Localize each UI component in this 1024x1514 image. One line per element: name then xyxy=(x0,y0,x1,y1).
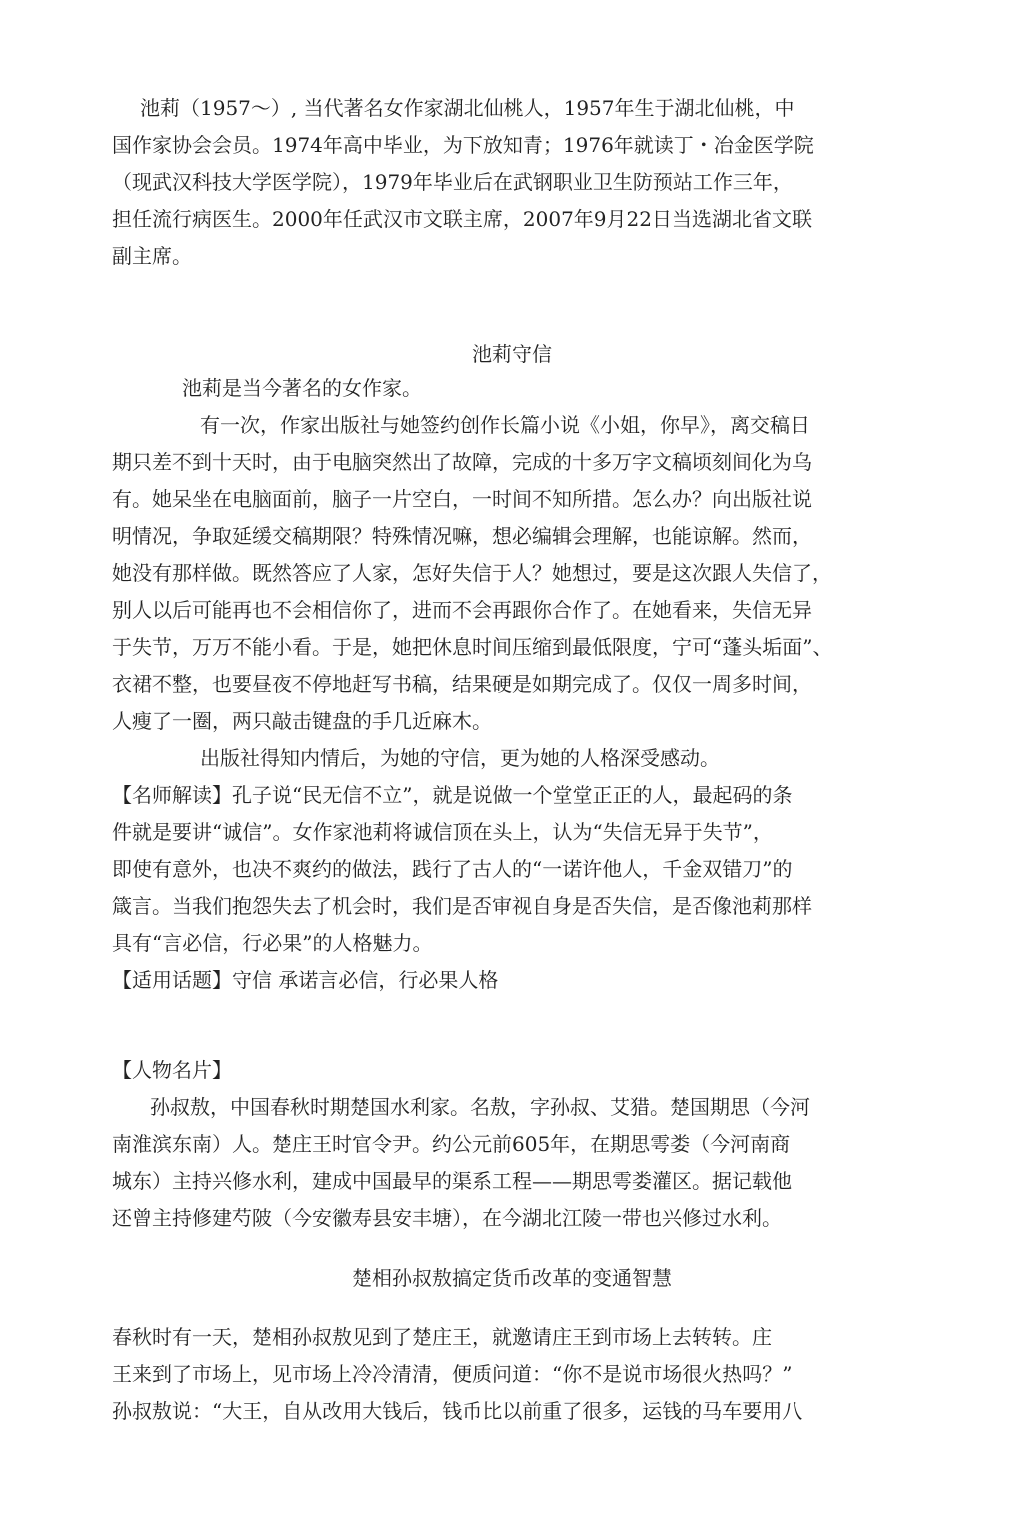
paragraph-line: 池莉是当今著名的女作家。 xyxy=(182,376,422,400)
paragraph-line: 人瘦了一圈，两只敲击键盘的手几近麻木。 xyxy=(112,709,492,733)
teacher-comment-line: 箴言。当我们抱怨失去了机会时，我们是否审视自身是否失信，是否像池莉那样 xyxy=(112,894,812,918)
paragraph-line: 有。她呆坐在电脑面前，脑子一片空白，一时间不知所措。怎么办？向出版社说 xyxy=(112,487,812,511)
paragraph-line: 衣裙不整，也要昼夜不停地赶写书稿，结果硬是如期完成了。仅仅一周多时间， xyxy=(112,672,812,696)
paragraph-line: 王来到了市场上，见市场上冷冷清清，便质问道：“你不是说市场很火热吗？” xyxy=(112,1362,793,1386)
paragraph-line: 池莉（1957～）, 当代著名女作家湖北仙桃人，1957年生于湖北仙桃，中 xyxy=(140,96,795,120)
teacher-comment-line: 【名师解读】孔子说“民无信不立”，就是说做一个堂堂正正的人，最起码的条 xyxy=(112,783,793,807)
paragraph-line: 明情况，争取延缓交稿期限？特殊情况嘛，想必编辑会理解，也能谅解。然而， xyxy=(112,524,812,548)
paragraph-line: 她没有那样做。既然答应了人家，怎好失信于人？她想过，要是这次跟人失信了， xyxy=(112,561,832,585)
paragraph-line: 城东）主持兴修水利，建成中国最早的渠系工程——期思雩娄灌区。据记载他 xyxy=(112,1169,792,1193)
teacher-comment-line: 件就是要讲“诚信”。女作家池莉将诚信顶在头上，认为“失信无异于失节”， xyxy=(112,820,773,844)
paragraph-line: 期只差不到十天时，由于电脑突然出了故障，完成的十多万字文稿顷刻间化为乌 xyxy=(112,450,812,474)
teacher-comment-line: 具有“言必信，行必果”的人格魅力。 xyxy=(112,931,433,955)
paragraph-line: 孙叔敖，中国春秋时期楚国水利家。名敖，字孙叔、艾猎。楚国期思（今河 xyxy=(150,1095,810,1119)
paragraph-line: 孙叔敖说：“大王，自从改用大钱后，钱币比以前重了很多，运钱的马车要用八 xyxy=(112,1399,803,1423)
story-title-sun-shuao: 楚相孙叔敖搞定货币改革的变通智慧 xyxy=(352,1266,672,1290)
teacher-comment-line: 即使有意外，也决不爽约的做法，践行了古人的“一诺许他人，千金双错刀”的 xyxy=(112,857,793,881)
paragraph-line: （现武汉科技大学医学院），1979年毕业后在武钢职业卫生防预站工作三年， xyxy=(112,170,793,194)
paragraph-line: 别人以后可能再也不会相信你了，进而不会再跟你合作了。在她看来，失信无异 xyxy=(112,598,812,622)
paragraph-line: 国作家协会会员。1974年高中毕业，为下放知青；1976年就读丁・冶金医学院 xyxy=(112,133,814,157)
section-heading: 【人物名片】 xyxy=(112,1058,232,1082)
paragraph-line: 春秋时有一天，楚相孙叔敖见到了楚庄王，就邀请庄王到市场上去转转。庄 xyxy=(112,1325,772,1349)
story-title-chi-li: 池莉守信 xyxy=(472,342,552,366)
paragraph-line: 南淮滨东南）人。楚庄王时官令尹。约公元前605年，在期思雩娄（今河南商 xyxy=(112,1132,791,1156)
paragraph-line: 出版社得知内情后，为她的守信，更为她的人格深受感动。 xyxy=(200,746,720,770)
paragraph-line: 还曾主持修建芍陂（今安徽寿县安丰塘），在今湖北江陵一带也兴修过水利。 xyxy=(112,1206,782,1230)
paragraph-line: 副主席。 xyxy=(112,244,192,268)
paragraph-line: 有一次，作家出版社与她签约创作长篇小说《小姐，你早》，离交稿日 xyxy=(200,413,810,437)
topic-tags-line: 【适用话题】守信 承诺言必信，行必果人格 xyxy=(112,968,499,992)
paragraph-line: 担任流行病医生。2000年任武汉市文联主席，2007年9月22日当选湖北省文联 xyxy=(112,207,812,231)
paragraph-line: 于失节，万万不能小看。于是，她把休息时间压缩到最低限度，宁可“蓬头垢面”、 xyxy=(112,635,833,659)
